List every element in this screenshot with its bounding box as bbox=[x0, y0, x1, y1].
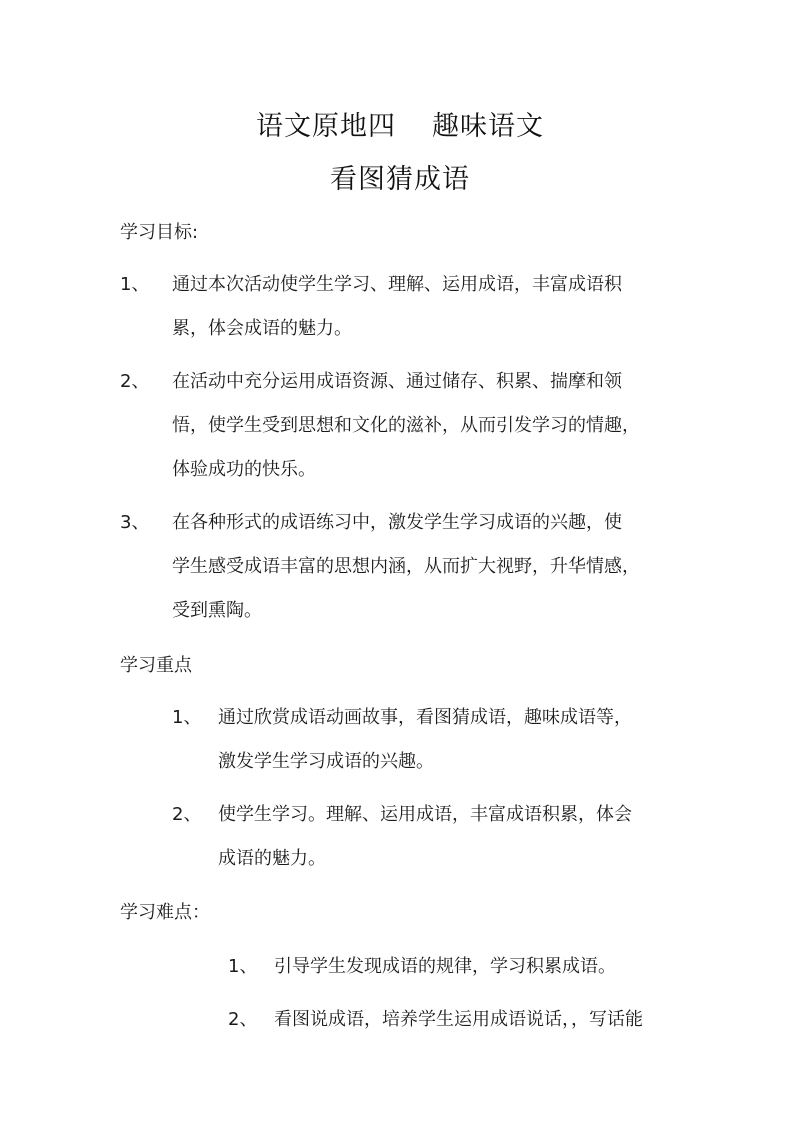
difficulty-item-1 bbox=[228, 951, 708, 982]
item-number: 2、 bbox=[228, 1009, 258, 1030]
item-number: 2、 bbox=[120, 371, 150, 392]
item-line: 在各种形式的成语练习中，激发学生学习成语的兴趣，使 bbox=[172, 512, 622, 533]
item-line: 成语的魅力。 bbox=[218, 848, 326, 869]
item-line: 看图说成语，培养学生运用成语说话，，写话能 bbox=[274, 1009, 643, 1030]
title-part-2: 趣味语文 bbox=[432, 111, 544, 142]
item-number: 1、 bbox=[172, 707, 202, 728]
objective-item-2 bbox=[120, 366, 680, 480]
item-line: 使学生学习。理解、运用成语，丰富成语积累，体会 bbox=[218, 804, 632, 825]
item-line: 学生感受成语丰富的思想内涵，从而扩大视野，升华情感， bbox=[172, 556, 640, 577]
difficulty-item-2 bbox=[228, 1004, 708, 1035]
key-points-heading: 学习重点 bbox=[120, 655, 192, 676]
item-line: 通过本次活动使学生学习、理解、运用成语，丰富成语积 bbox=[172, 274, 622, 295]
item-number: 1、 bbox=[228, 956, 258, 977]
item-line: 受到熏陶。 bbox=[172, 600, 262, 621]
item-line: 在活动中充分运用成语资源、通过储存、积累、揣摩和领 bbox=[172, 371, 622, 392]
item-line: 引导学生发现成语的规律，学习积累成语。 bbox=[274, 956, 616, 977]
key-point-item-1 bbox=[172, 702, 692, 772]
objectives-heading: 学习目标: bbox=[120, 222, 199, 243]
item-line: 累，体会成语的魅力。 bbox=[172, 318, 352, 339]
document-subtitle: 看图猜成语 bbox=[330, 164, 470, 195]
item-line: 激发学生学习成语的兴趣。 bbox=[218, 751, 434, 772]
difficulties-heading: 学习难点： bbox=[120, 902, 210, 923]
item-number: 2、 bbox=[172, 804, 202, 825]
title-part-1: 语文原地四 bbox=[256, 111, 396, 142]
item-number: 1、 bbox=[120, 274, 150, 295]
item-number: 3、 bbox=[120, 512, 150, 533]
objective-item-3 bbox=[120, 507, 680, 621]
item-line: 悟，使学生受到思想和文化的滋补，从而引发学习的情趣， bbox=[172, 415, 640, 436]
objective-item-1 bbox=[120, 269, 680, 339]
item-line: 通过欣赏成语动画故事，看图猜成语，趣味成语等， bbox=[218, 707, 632, 728]
document-title bbox=[0, 104, 800, 143]
item-line: 体验成功的快乐。 bbox=[172, 459, 316, 480]
key-point-item-2 bbox=[172, 799, 692, 869]
